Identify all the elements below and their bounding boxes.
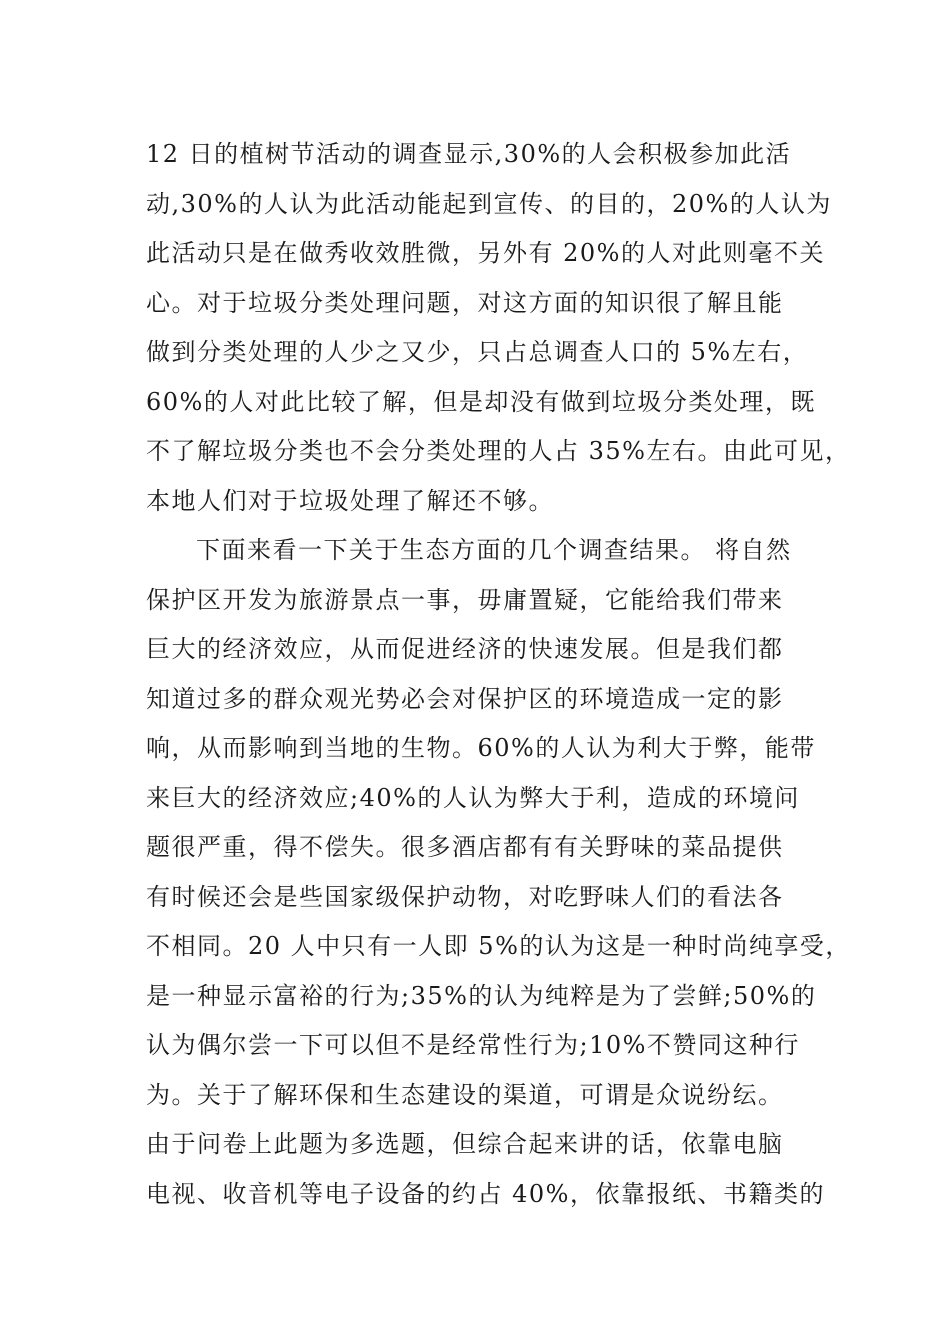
text-line: 电视、收音机等电子设备的约占 40%，依靠报纸、书籍类的 — [146, 1179, 825, 1208]
text-line: 认为偶尔尝一下可以但不是经常性行为;10%不赞同这种行 — [146, 1031, 800, 1059]
text-line: 响，从而影响到当地的生物。60%的人认为利大于弊，能带 — [146, 734, 816, 762]
text-line: 12 日的植树节活动的调查显示,30%的人会积极参加此活 — [146, 140, 792, 168]
text-line: 巨大的经济效应，从而促进经济的快速发展。但是我们都 — [146, 635, 784, 663]
text-line: 有时候还会是些国家级保护动物，对吃野味人们的看法各 — [146, 882, 784, 911]
paragraph-start-line: 下面来看一下关于生态方面的几个调查结果。 将自然 — [196, 536, 792, 564]
text-line: 为。关于了解环保和生态建设的渠道，可谓是众说纷纭。 — [146, 1080, 784, 1109]
text-line: 知道过多的群众观光势必会对保护区的环境造成一定的影 — [146, 684, 784, 713]
text-line: 不相同。20 人中只有一人即 5%的认为这是一种时尚纯享受， — [146, 932, 851, 960]
text-line: 不了解垃圾分类也不会分类处理的人占 35%左右。由此可见， — [146, 437, 851, 465]
text-line: 由于问卷上此题为多选题，但综合起来讲的话，依靠电脑 — [146, 1130, 784, 1158]
text-line: 保护区开发为旅游景点一事，毋庸置疑，它能给我们带来 — [146, 585, 784, 614]
text-line: 题很严重，得不偿失。很多酒店都有有关野味的菜品提供 — [146, 833, 784, 861]
text-line: 动,30%的人认为此活动能起到宣传、的目的，20%的人认为 — [146, 189, 832, 218]
text-line: 本地人们对于垃圾处理了解还不够。 — [146, 486, 554, 515]
text-line: 做到分类处理的人少之又少，只占总调查人口的 5%左右， — [146, 338, 809, 366]
body-text — [146, 130, 851, 1219]
text-line: 来巨大的经济效应;40%的人认为弊大于利，造成的环境问 — [146, 783, 800, 812]
text-line: 是一种显示富裕的行为;35%的认为纯粹是为了尝鲜;50%的 — [146, 981, 817, 1010]
text-line: 心。对于垃圾分类处理问题，对这方面的知识很了解且能 — [146, 288, 784, 317]
text-line: 60%的人对此比较了解，但是却没有做到垃圾分类处理，既 — [146, 387, 816, 416]
text-line: 此活动只是在做秀收效胜微，另外有 20%的人对此则毫不关 — [146, 239, 825, 267]
